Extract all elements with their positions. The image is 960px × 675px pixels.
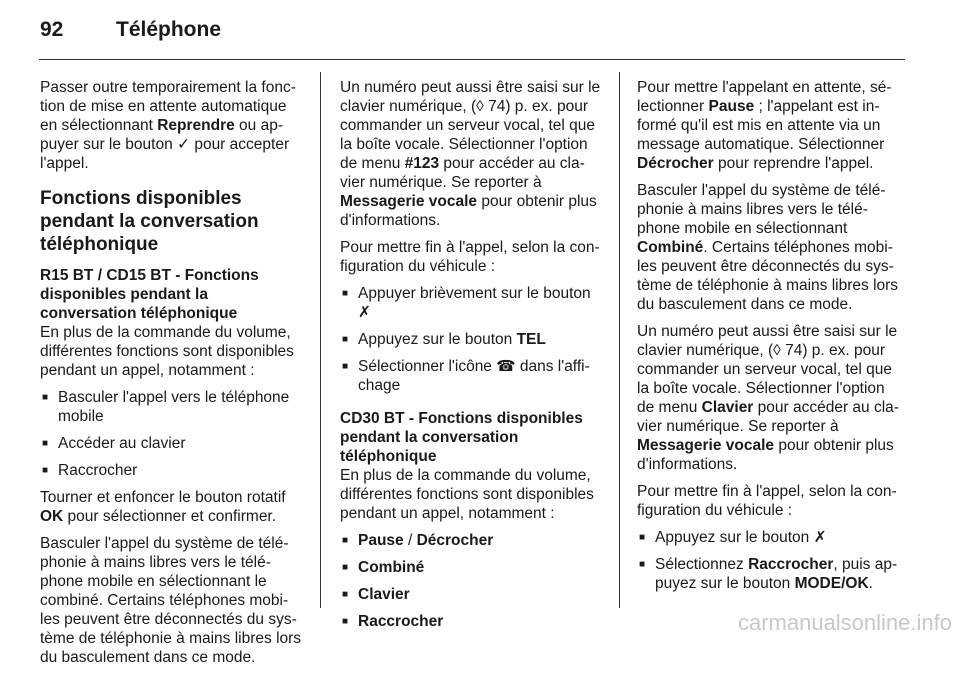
list-item: ■ Clavier xyxy=(340,585,606,604)
page-header xyxy=(40,18,221,42)
list-item: ■ Pause / Décrocher xyxy=(340,531,606,550)
paragraph: Pour mettre fin à l'appel, selon la con-figuration du véhicule : xyxy=(340,239,600,275)
paragraph: Passer outre temporairement la fonc-tion de mise en attente automatique en sélectionnant Reprendre ou ap-puyer sur le bouton ✓ pour accepter l'appel. xyxy=(40,79,296,172)
paragraph: Basculer l'appel du système de télé-phonie à mains libres vers le télé-phone mobile en sélectionnant le combiné. Certains téléphones mobi-les peuvent être déconnectés du sys-tème de téléphonie à mains libres lors du basculement dans ce mode. xyxy=(40,535,302,666)
page-ref-icon: ◊ xyxy=(773,342,781,359)
page-number: 92 xyxy=(40,18,64,41)
paragraph: En plus de la commande du volume, différentes fonctions sont disponibles pendant un appel, notamment : xyxy=(340,467,594,522)
column-divider xyxy=(320,72,321,608)
page-ref-icon: ◊ xyxy=(476,98,484,115)
paragraph: Un numéro peut aussi être saisi sur le clavier numérique, (◊ 74) p. ex. pour commander un serveur vocal, tel que la boîte vocale. Sélectionner l'option de menu #123 pour accéder au cla-vier numérique. Se reporter à Messagerie vocale pour obtenir plus d'informations. xyxy=(340,79,601,229)
paragraph: Pour mettre fin à l'appel, selon la con-figuration du véhicule : xyxy=(637,483,897,519)
paragraph: Pour mettre l'appelant en attente, sé-lectionner Pause ; l'appelant est in-formé qu'il est mis en attente via un message automatique. Sélectionner Décrocher pour reprendre l'appel. xyxy=(637,79,892,172)
phone-icon: ☎ xyxy=(496,358,516,375)
column-1 xyxy=(40,78,306,675)
bullet-list xyxy=(340,531,606,631)
hang-up-icon: ✗ xyxy=(813,529,827,546)
list-item: ■ Sélectionner l'icône ☎ dans l'affi-chage xyxy=(340,357,606,395)
page-title: Téléphone xyxy=(116,18,222,41)
subsection-heading: R15 BT / CD15 BT - Fonctions disponibles pendant la conversation téléphonique xyxy=(40,267,259,322)
list-item: ■ Basculer l'appel vers le téléphone mobile xyxy=(40,388,306,426)
header-rule xyxy=(39,59,905,60)
bullet-list xyxy=(40,388,306,480)
bullet-list xyxy=(637,528,905,593)
column-2 xyxy=(340,78,606,639)
list-item: ■ Appuyez sur le bouton ✗ xyxy=(637,528,905,547)
paragraph: En plus de la commande du volume, différentes fonctions sont disponibles pendant un appel, notamment : xyxy=(40,324,294,379)
list-item: ■ Appuyer brièvement sur le bouton ✗ xyxy=(340,284,606,322)
paragraph: Un numéro peut aussi être saisi sur le clavier numérique, (◊ 74) p. ex. pour commander un serveur vocal, tel que la boîte vocale. Sélectionner l'option de menu Clavier pour accéder au cla-vier numérique. Se reporter à Messagerie vocale pour obtenir plus d'informations. xyxy=(637,323,899,473)
list-item: ■ Combiné xyxy=(340,558,606,577)
accept-call-icon: ✓ xyxy=(177,136,191,153)
paragraph: Basculer l'appel du système de télé-phonie à mains libres vers le télé-phone mobile en sélectionnant Combiné. Certains téléphones mobi-les peuvent être déconnectés du sys-tème de téléphonie à mains libres lors du basculement dans ce mode. xyxy=(637,182,899,313)
bullet-list xyxy=(340,284,606,395)
subsection-heading: CD30 BT - Fonctions disponibles pendant la conversation téléphonique xyxy=(340,410,583,465)
column-3 xyxy=(637,78,905,601)
paragraph: Tourner et enfoncer le bouton rotatif OK pour sélectionner et confirmer. xyxy=(40,489,286,525)
column-divider xyxy=(619,72,620,608)
hang-up-icon: ✗ xyxy=(358,304,371,321)
list-item: ■ Raccrocher xyxy=(340,612,606,631)
watermark: carmanualsonline.info xyxy=(737,610,952,635)
list-item: ■ Sélectionnez Raccrocher, puis ap-puyez sur le bouton MODE/OK. xyxy=(637,555,905,593)
list-item: ■ Appuyez sur le bouton TEL xyxy=(340,330,606,349)
section-heading: Fonctions disponibles pendant la conversation téléphonique xyxy=(40,188,259,255)
list-item: ■ Accéder au clavier xyxy=(40,434,306,453)
list-item: ■ Raccrocher xyxy=(40,461,306,480)
